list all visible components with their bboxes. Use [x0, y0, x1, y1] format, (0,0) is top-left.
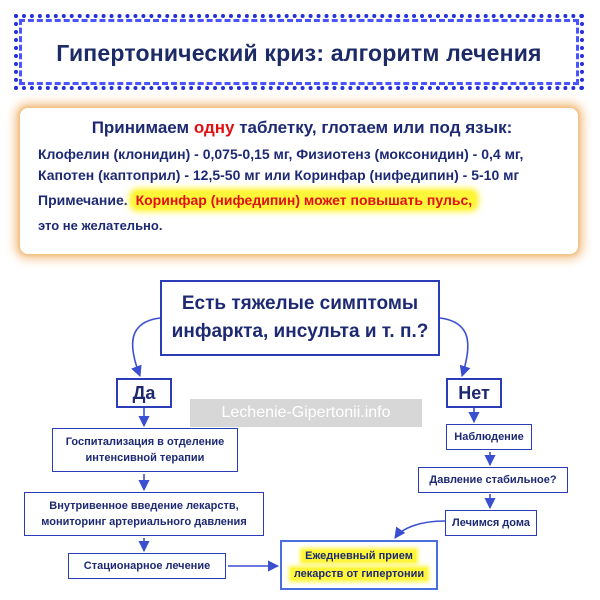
note-warning: Коринфар (нифедипин) может повышать пульс,	[132, 191, 477, 209]
step-home-treatment	[445, 510, 537, 536]
step-pressure-stable	[418, 467, 568, 493]
note-end: это не желательно.	[38, 218, 163, 233]
step-inpatient-label: Стационарное лечение	[83, 560, 211, 572]
answer-yes: Да	[116, 378, 172, 408]
arrow-home-to-daily	[395, 521, 445, 538]
daily-medication-line-1: Ежедневный прием	[302, 550, 416, 562]
info-heading-end: таблетку, глотаем или под язык:	[234, 118, 513, 137]
daily-medication-line-2: лекарств от гипертонии	[291, 568, 427, 580]
arrow-to-yes	[133, 318, 160, 376]
question-line-1: Есть тяжелые симптомы	[181, 293, 419, 314]
question-severe-symptoms	[160, 280, 440, 356]
step-iv-monitoring	[24, 492, 264, 536]
step-observation	[446, 424, 532, 450]
step-pressure-stable-label: Давление стабильное?	[429, 474, 557, 486]
step-inpatient-treatment	[68, 553, 226, 579]
step-hospitalization-line-2: интенсивной терапии	[85, 452, 205, 464]
dosage-line-1: Клофелин (клонидин) - 0,075-0,15 мг, Физиотенз (моксонидин) - 0,4 мг,	[38, 146, 524, 162]
info-heading-accent: одну	[193, 118, 235, 137]
arrow-to-no	[440, 318, 468, 376]
page-title: Гипертонический криз: алгоритм лечения	[56, 40, 542, 66]
watermark-text: Lechenie-Gipertonii.info	[190, 399, 422, 427]
note-label: Примечание.	[38, 192, 132, 208]
step-iv-line-1: Внутривенное введение лекарств,	[49, 500, 239, 512]
step-hospitalization	[52, 428, 238, 472]
question-line-2: инфаркта, инсульта и т. п.?	[171, 321, 429, 342]
answer-no: Нет	[446, 378, 502, 408]
step-daily-medication	[280, 540, 438, 590]
step-hospitalization-line-1: Госпитализация в отделение	[65, 436, 225, 448]
info-heading-start: Принимаем	[91, 118, 194, 137]
step-iv-line-2: мониторинг артериального давления	[41, 516, 247, 528]
dosage-line-2: Капотен (каптоприл) - 12,5-50 мг или Коринфар (нифедипин) - 5-10 мг	[38, 167, 520, 183]
step-home-treatment-label: Лечимся дома	[452, 517, 530, 529]
step-observation-label: Наблюдение	[454, 431, 524, 443]
